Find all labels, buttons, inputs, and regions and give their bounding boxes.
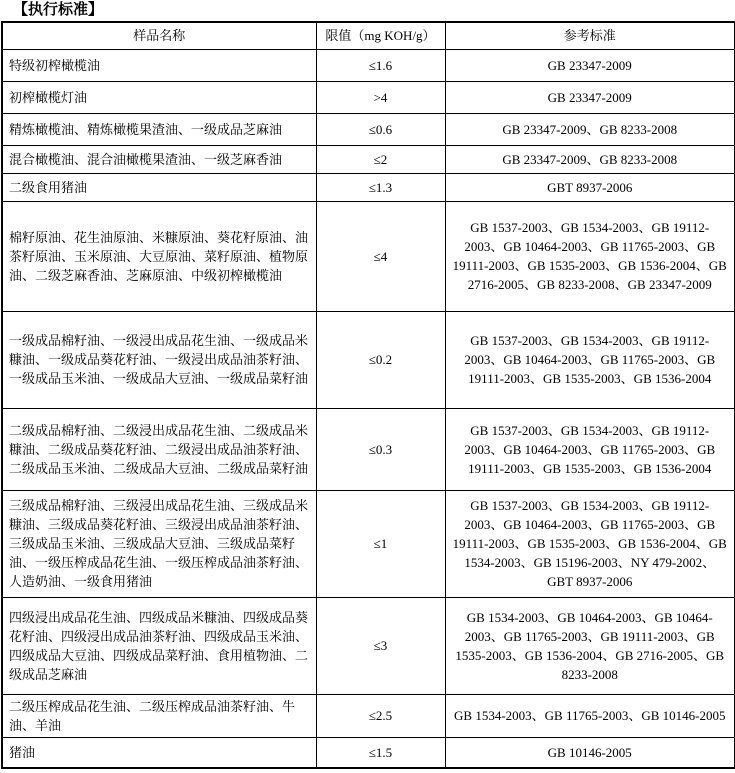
sample-name-cell: 猪油 (2, 737, 316, 768)
reference-standards-cell: GB 10146-2005 (445, 737, 735, 768)
reference-standards-cell: GB 1534-2003、GB 10464-2003、GB 10464-2003、GB 11765-2003、GB 19111-2003、GB 1535-2003、GB 1536-2004、GB 2716-2005、GB 8233-2008 (445, 597, 735, 694)
limit-value-cell: ≤0.2 (316, 311, 445, 408)
sample-name-cell: 三级成品棉籽油、三级浸出成品花生油、三级成品米糠油、三级成品葵花籽油、三级浸出成品油茶籽油、三级成品玉米油、三级成品大豆油、三级成品菜籽油、一级压榨成品花生油、一级压榨成品油茶籽油、人造奶油、一级食用猪油 (2, 490, 316, 597)
table-row (2, 145, 735, 173)
limit-value-cell: ≤3 (316, 597, 445, 694)
table-row (2, 173, 735, 201)
reference-standards-cell: GB 23347-2009 (445, 81, 735, 113)
reference-standards-cell: GB 23347-2009、GB 8233-2008 (445, 113, 735, 145)
reference-standards-cell: GB 1537-2003、GB 1534-2003、GB 19112-2003、GB 10464-2003、GB 11765-2003、GB 19111-2003、GB 1535-2003、GB 1536-2004、GB 2716-2005、GB 8233-2008、GB 23347-2009 (445, 201, 735, 311)
limit-value-cell: ≤2 (316, 145, 445, 173)
table-row (2, 311, 735, 408)
sample-name-cell: 初榨橄榄灯油 (2, 81, 316, 113)
table-row (2, 113, 735, 145)
reference-standards-cell: GB 1537-2003、GB 1534-2003、GB 19112-2003、GB 10464-2003、GB 11765-2003、GB 19111-2003、GB 1535-2003、GB 1536-2004、GB 1534-2003、GB 15196-2003、NY 479-2002、GBT 8937-2006 (445, 490, 735, 597)
sample-name-cell: 混合橄榄油、混合油橄榄果渣油、一级芝麻香油 (2, 145, 316, 173)
column-header-reference-standards: 参考标准 (445, 22, 735, 49)
table-row (2, 408, 735, 490)
reference-standards-cell: GBT 8937-2006 (445, 173, 735, 201)
column-header-sample-name: 样品名称 (2, 22, 316, 49)
limit-value-cell: >4 (316, 81, 445, 113)
table-row (2, 81, 735, 113)
reference-standards-cell: GB 1537-2003、GB 1534-2003、GB 19112-2003、GB 10464-2003、GB 11765-2003、GB 19111-2003、GB 1535-2003、GB 1536-2004 (445, 408, 735, 490)
sample-name-cell: 特级初榨橄榄油 (2, 49, 316, 81)
sample-name-cell: 棉籽原油、花生油原油、米糠原油、葵花籽原油、油茶籽原油、玉米原油、大豆原油、菜籽原油、植物原油、二级芝麻香油、芝麻原油、中级初榨橄榄油 (2, 201, 316, 311)
sample-name-cell: 二级成品棉籽油、二级浸出成品花生油、二级成品米糠油、二级成品葵花籽油、二级浸出成品油茶籽油、二级成品玉米油、二级成品大豆油、二级成品菜籽油 (2, 408, 316, 490)
limit-value-cell: ≤1.6 (316, 49, 445, 81)
table-row (2, 694, 735, 737)
limit-value-cell: ≤0.3 (316, 408, 445, 490)
sample-name-cell: 一级成品棉籽油、一级浸出成品花生油、一级成品米糠油、一级成品葵花籽油、一级浸出成品油茶籽油、一级成品玉米油、一级成品大豆油、一级成品菜籽油 (2, 311, 316, 408)
sample-name-cell: 精炼橄榄油、精炼橄榄果渣油、一级成品芝麻油 (2, 113, 316, 145)
sample-name-cell: 二级压榨成品花生油、二级压榨成品油茶籽油、牛油、羊油 (2, 694, 316, 737)
table-row (2, 597, 735, 694)
standards-table (1, 21, 735, 769)
reference-standards-cell: GB 1534-2003、GB 11765-2003、GB 10146-2005 (445, 694, 735, 737)
sample-name-cell: 二级食用猪油 (2, 173, 316, 201)
header-row (2, 22, 735, 49)
limit-value-cell: ≤1 (316, 490, 445, 597)
limit-value-cell: ≤2.5 (316, 694, 445, 737)
column-header-limit-value: 限值（mg KOH/g） (316, 22, 445, 49)
section-title: 【执行标准】 (13, 2, 104, 18)
sample-name-cell: 四级浸出成品花生油、四级成品米糠油、四级成品葵花籽油、四级浸出成品油茶籽油、四级成品玉米油、四级成品大豆油、四级成品菜籽油、食用植物油、二级成品芝麻油 (2, 597, 316, 694)
reference-standards-cell: GB 23347-2009 (445, 49, 735, 81)
limit-value-cell: ≤4 (316, 201, 445, 311)
table-body (2, 49, 735, 768)
table-row (2, 737, 735, 768)
table-row (2, 490, 735, 597)
limit-value-cell: ≤0.6 (316, 113, 445, 145)
table-row (2, 201, 735, 311)
reference-standards-cell: GB 1537-2003、GB 1534-2003、GB 19112-2003、GB 10464-2003、GB 11765-2003、GB 19111-2003、GB 1535-2003、GB 1536-2004 (445, 311, 735, 408)
limit-value-cell: ≤1.5 (316, 737, 445, 768)
limit-value-cell: ≤1.3 (316, 173, 445, 201)
reference-standards-cell: GB 23347-2009、GB 8233-2008 (445, 145, 735, 173)
table-row (2, 49, 735, 81)
